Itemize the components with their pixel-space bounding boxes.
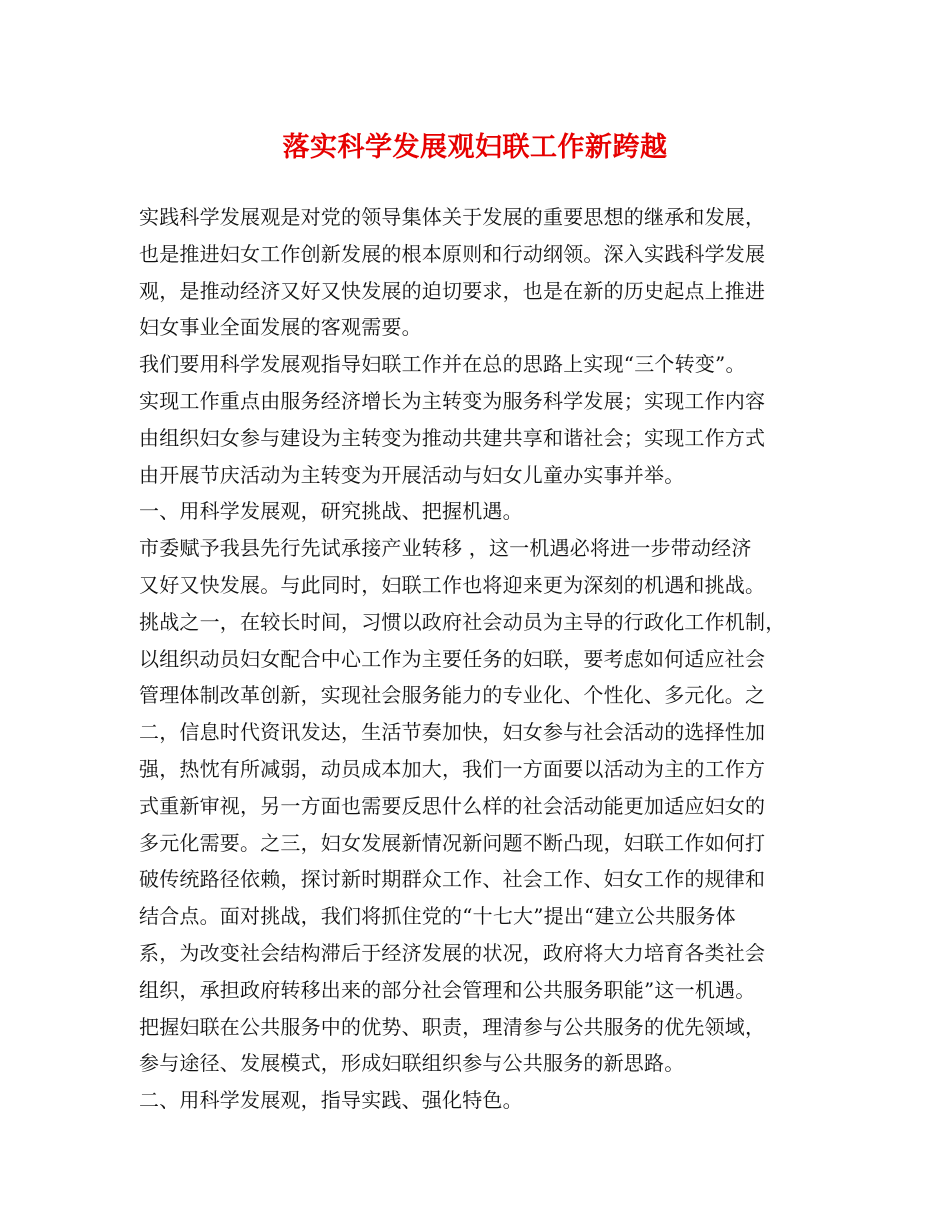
text-line: 我们要用科学发展观指导妇联工作并在总的思路上实现“三个转变”。 [139, 352, 746, 377]
document-title: 落实科学发展观妇联工作新跨越 [282, 132, 668, 163]
text-line: 组织，承担政府转移出来的部分社会管理和公共服务职能”这一机遇。 [139, 977, 756, 1002]
text-line: 二，信息时代资讯发达，生活节奏加快，妇女参与社会活动的选择性加 [139, 720, 766, 745]
text-line: 破传统路径依赖，探讨新时期群众工作、社会工作、妇女工作的规律和 [139, 867, 766, 892]
text-line: 观，是推动经济又好又快发展的迫切要求，也是在新的历史起点上推进 [139, 278, 766, 303]
text-line: 以组织动员妇女配合中心工作为主要任务的妇联，要考虑如何适应社会 [139, 646, 766, 671]
text-line: 也是推进妇女工作创新发展的根本原则和行动纲领。深入实践科学发展 [139, 241, 766, 266]
text-line: 强，热忱有所减弱，动员成本加大，我们一方面要以活动为主的工作方 [139, 756, 766, 781]
document-body [139, 199, 829, 1119]
text-line: 参与途径、发展模式，形成妇联组织参与公共服务的新思路。 [139, 1051, 685, 1076]
text-line: 实践科学发展观是对党的领导集体关于发展的重要思想的继承和发展， [139, 205, 766, 229]
text-line: 式重新审视，另一方面也需要反思什么样的社会活动能更加适应妇女的 [139, 793, 766, 818]
text-line: 实现工作重点由服务经济增长为主转变为服务科学发展；实现工作内容 [139, 388, 766, 413]
text-line: 由开展节庆活动为主转变为开展活动与妇女儿童办实事并举。 [139, 462, 685, 487]
section-heading-2: 二、用科学发展观，指导实践、强化特色。 [139, 1088, 523, 1113]
text-line: 市委赋予我县先行先试承接产业转移 ，这一机遇必将进一步带动经济 [139, 536, 752, 561]
section-heading-1: 一、用科学发展观，研究挑战、把握机遇。 [139, 499, 523, 524]
text-line: 多元化需要。之三，妇女发展新情况新问题不断凸现，妇联工作如何打 [139, 830, 766, 855]
text-line: 又好又快发展。与此同时，妇联工作也将迎来更为深刻的机遇和挑战。 [139, 572, 766, 597]
text-line: 系，为改变社会结构滞后于经济发展的状况，政府将大力培育各类社会 [139, 940, 766, 965]
text-line: 结合点。面对挑战，我们将抓住党的“十七大”提出“建立公共服务体 [139, 904, 736, 929]
text-line: 把握妇联在公共服务中的优势、职责，理清参与公共服务的优先领域， [139, 1014, 766, 1039]
text-line: 挑战之一，在较长时间，习惯以政府社会动员为主导的行政化工作机制， [139, 609, 786, 634]
text-line: 由组织妇女参与建设为主转变为推动共建共享和谐社会；实现工作方式 [139, 425, 766, 450]
text-line: 管理体制改革创新，实现社会服务能力的专业化、个性化、多元化。之 [139, 683, 766, 708]
text-line: 妇女事业全面发展的客观需要。 [139, 315, 422, 340]
